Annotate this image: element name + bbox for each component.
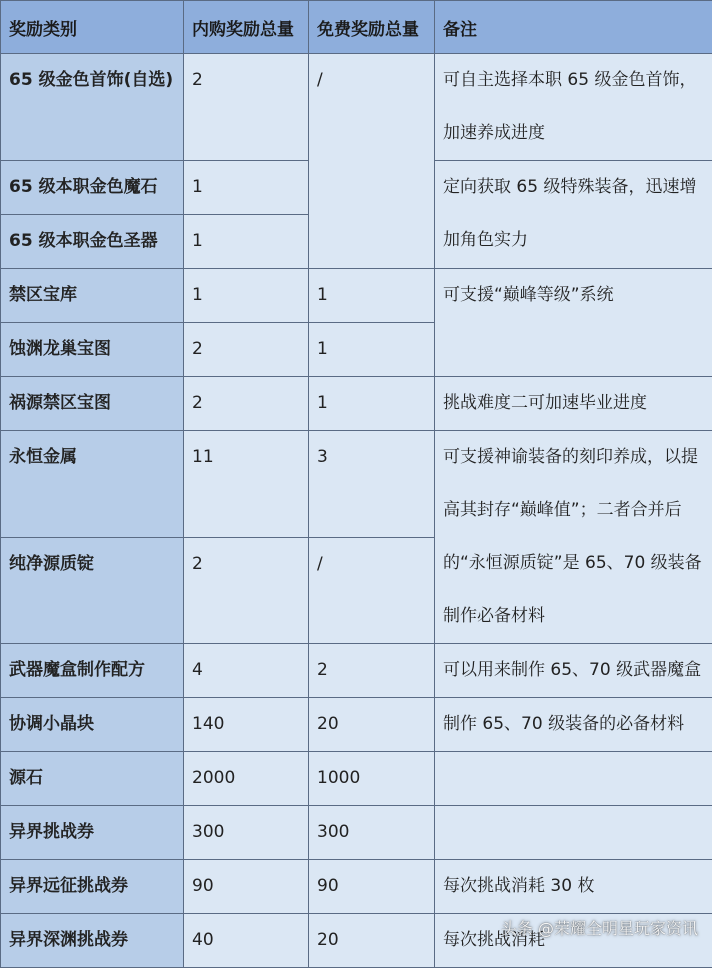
row-free: 3 — [309, 431, 435, 538]
row-paid: 40 — [184, 914, 309, 968]
watermark: 头条 @荣耀全明星玩家资讯 — [501, 916, 698, 939]
row-paid: 4 — [184, 644, 309, 698]
row-paid: 1 — [184, 161, 309, 215]
row-note — [435, 752, 712, 806]
row-free: 2 — [309, 644, 435, 698]
row-name: 异界远征挑战券 — [1, 860, 184, 914]
row-note: 可以用来制作 65、70 级武器魔盒 — [435, 644, 712, 698]
header-free-total: 免费奖励总量 — [309, 1, 435, 54]
table-row — [1, 914, 712, 968]
row-note: 可支援“巅峰等级”系统 — [435, 269, 712, 377]
row-free: 20 — [309, 914, 435, 968]
table-row — [1, 698, 712, 752]
table-row — [1, 752, 712, 806]
row-paid: 2 — [184, 377, 309, 431]
row-free: 1000 — [309, 752, 435, 806]
row-paid: 2 — [184, 54, 309, 161]
header-paid-total: 内购奖励总量 — [184, 1, 309, 54]
row-paid: 90 — [184, 860, 309, 914]
table-row — [1, 269, 712, 323]
row-name: 协调小晶块 — [1, 698, 184, 752]
row-free: 1 — [309, 323, 435, 377]
row-name: 65 级本职金色魔石 — [1, 161, 184, 215]
row-free: 1 — [309, 269, 435, 323]
row-name: 异界挑战券 — [1, 806, 184, 860]
row-name: 武器魔盒制作配方 — [1, 644, 184, 698]
row-paid: 11 — [184, 431, 309, 538]
row-paid: 300 — [184, 806, 309, 860]
table-row — [1, 860, 712, 914]
table-row — [1, 431, 712, 538]
row-name: 源石 — [1, 752, 184, 806]
row-free: 20 — [309, 698, 435, 752]
table-row — [1, 806, 712, 860]
row-free: 300 — [309, 806, 435, 860]
row-name: 65 级金色首饰(自选) — [1, 54, 184, 161]
header-category: 奖励类别 — [1, 1, 184, 54]
row-note: 每次挑战消耗 30 枚 — [435, 860, 712, 914]
row-name: 永恒金属 — [1, 431, 184, 538]
header-note: 备注 — [435, 1, 712, 54]
row-name: 纯净源质锭 — [1, 537, 184, 644]
row-free: 90 — [309, 860, 435, 914]
row-note: 每次挑战消耗 — [435, 914, 712, 968]
row-free: 1 — [309, 377, 435, 431]
row-note: 定向获取 65 级特殊装备，迅速增加角色实力 — [435, 161, 712, 269]
row-paid: 2 — [184, 323, 309, 377]
row-name: 禁区宝库 — [1, 269, 184, 323]
row-name: 65 级本职金色圣器 — [1, 215, 184, 269]
row-paid: 1 — [184, 269, 309, 323]
row-paid: 2000 — [184, 752, 309, 806]
row-paid: 2 — [184, 537, 309, 644]
row-free: / — [309, 54, 435, 269]
table-row — [1, 644, 712, 698]
table-row — [1, 377, 712, 431]
row-name: 蚀渊龙巢宝图 — [1, 323, 184, 377]
row-name: 异界深渊挑战券 — [1, 914, 184, 968]
row-paid: 1 — [184, 215, 309, 269]
row-free: / — [309, 537, 435, 644]
table-header-row — [1, 1, 712, 54]
table-row — [1, 54, 712, 161]
row-note: 制作 65、70 级装备的必备材料 — [435, 698, 712, 752]
row-note — [435, 806, 712, 860]
row-name: 祸源禁区宝图 — [1, 377, 184, 431]
row-note: 可自主选择本职 65 级金色首饰，加速养成进度 — [435, 54, 712, 161]
row-note: 可支援神谕装备的刻印养成，以提高其封存“巅峰值”；二者合并后的“永恒源质锭”是 65、70 级装备制作必备材料 — [435, 431, 712, 644]
row-note: 挑战难度二可加速毕业进度 — [435, 377, 712, 431]
row-paid: 140 — [184, 698, 309, 752]
